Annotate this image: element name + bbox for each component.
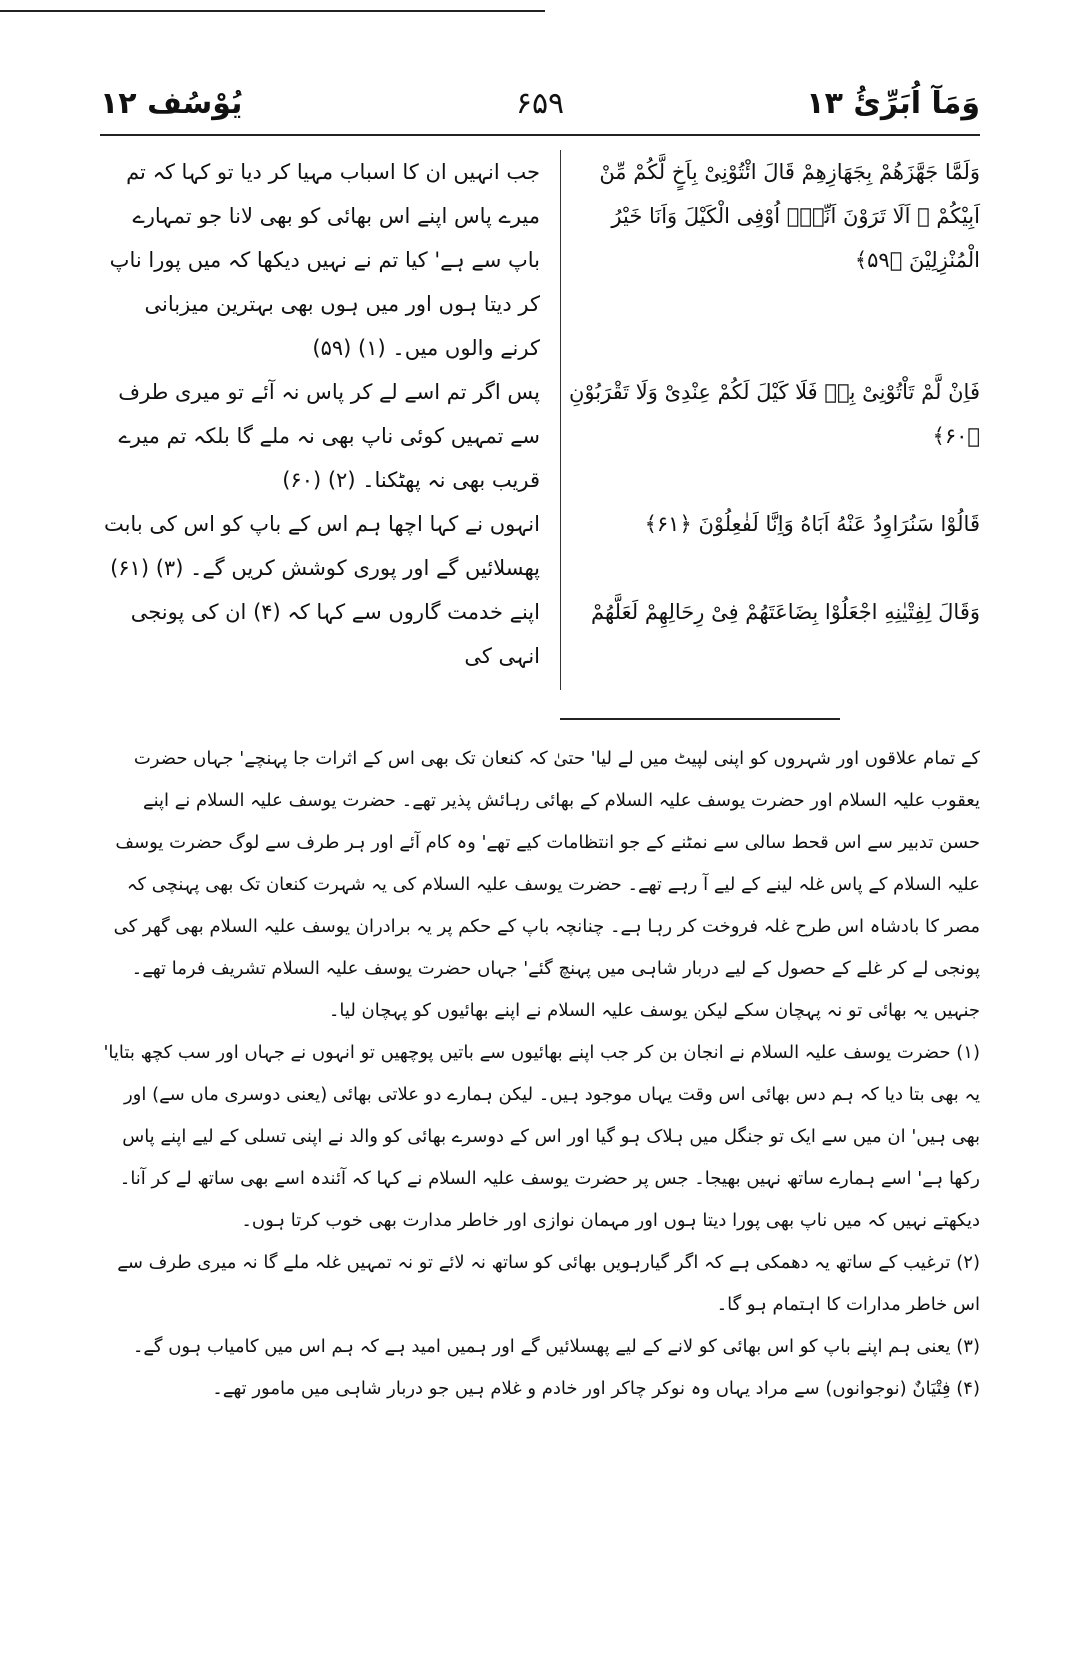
verse-60: فَاِنْ لَّمْ تَاْتُوْنِیْ بِهٖ فَلَا كَیْلَ لَكُمْ عِنْدِیْ وَلَا تَقْرَبُوْنِ ﴿۶۰﴾ (568, 380, 980, 448)
verse-61: قَالُوْا سَنُرَاوِدُ عَنْهُ اَبَاهُ وَاِنَّا لَفٰعِلُوْنَ ﴿۶۱﴾ (644, 512, 980, 536)
top-rule (0, 10, 545, 12)
translation-59: جب انہیں ان کا اسباب مہیا کر دیا تو کہا کہ تم میرے پاس اپنے اس بھائی کو بھی لانا جو تمہارے باپ سے ہے' کیا تم نے نہیں دیکھا کہ میں پورا ناپ کر دیتا ہوں اور میں ہوں بھی بہترین میزبانی کرنے والوں میں۔ (۱) (۵۹) (109, 160, 540, 360)
urdu-translation-column (100, 150, 540, 690)
footnote-2: (۲) ترغیب کے ساتھ یہ دھمکی ہے کہ اگر گیارہویں بھائی کو ساتھ نہ لائے تو نہ تمہیں غلہ ملے گا نہ میری طرف سے اس خاطر مدارات کا اہتمام ہو گا۔ (117, 1252, 980, 1315)
arabic-verse-column (568, 150, 980, 690)
footnote-4: (۴) فِتْیَانٌ (نوجوانوں) سے مراد یہاں وہ نوکر چاکر اور خادم و غلام ہیں جو دربار شاہی میں مامور تھے۔ (212, 1378, 980, 1399)
verse-59: وَلَمَّا جَهَّزَهُمْ بِجَهَازِهِمْ قَالَ ائْتُوْنِیْ بِاَخٍ لَّكُمْ مِّنْ اَبِیْكُمْ ۚ اَلَا تَرَوْنَ اَنِّیْۤ اُوْفِی الْكَیْلَ وَاَنَا خَیْرُ الْمُنْزِلِیْنَ ﴿۵۹﴾ (599, 160, 980, 272)
column-divider (560, 150, 561, 690)
surah-title: یُوْسُف ۱۲ (100, 86, 243, 121)
translation-61: انہوں نے کہا اچھا ہم اس کے باپ کو اس کی بابت پھسلائیں گے اور پوری کوشش کریں گے۔ (۳) (۶۱) (103, 512, 540, 580)
footnote-3: (۳) یعنی ہم اپنے باپ کو اس بھائی کو لانے کے لیے پھسلائیں گے اور ہمیں امید ہے کہ ہم اس میں کامیاب ہوں گے۔ (132, 1336, 980, 1357)
verse-62: وَقَالَ لِفِتْیٰنِهِ اجْعَلُوْا بِضَاعَتَهُمْ فِیْ رِحَالِهِمْ لَعَلَّهُمْ (591, 600, 980, 624)
header-rule (100, 134, 980, 136)
translation-62: اپنے خدمت گاروں سے کہا کہ (۴) ان کی پونجی انہی کی (130, 600, 540, 668)
translation-60: پس اگر تم اسے لے کر پاس نہ آئے تو میری طرف سے تمہیں کوئی ناپ بھی نہ ملے گا بلکہ تم میرے قریب بھی نہ پھٹکنا۔ (۲) (۶۰) (118, 380, 540, 492)
footnote-continued: کے تمام علاقوں اور شہروں کو اپنی لپیٹ میں لے لیا' حتیٰ کہ کنعان تک بھی اس کے اثرات جا پہنچے' جہاں حضرت یعقوب علیہ السلام اور حضرت یوسف علیہ السلام کے بھائی رہائش پذیر تھے۔ حضرت یوسف علیہ السلام نے اپنے حسن تدبیر سے اس قحط سالی سے نمٹنے کے جو انتظامات کیے تھے' وہ کام آئے اور ہر طرف سے لوگ حضرت یوسف علیہ السلام کے پاس غلہ لینے کے لیے آ رہے تھے۔ حضرت یوسف علیہ السلام کی یہ شہرت کنعان تک بھی پہنچی کہ مصر کا بادشاہ اس طرح غلہ فروخت کر رہا ہے۔ چنانچہ باپ کے حکم پر یہ برادران یوسف علیہ السلام بھی گھر کی پونجی لے کر غلے کے حصول کے لیے دربار شاہی میں پہنچ گئے' جہاں حضرت یوسف علیہ السلام تشریف فرما تھے۔ جنہیں یہ بھائی تو نہ پہچان سکے لیکن یوسف علیہ السلام نے اپنے بھائیوں کو پہچان لیا۔ (113, 748, 980, 1021)
footnote-1: (۱) حضرت یوسف علیہ السلام نے انجان بن کر جب اپنے بھائیوں سے باتیں پوچھیں تو انہوں نے جہاں اور سب کچھ بتایا' یہ بھی بتا دیا کہ ہم دس بھائی اس وقت یہاں موجود ہیں۔ لیکن ہمارے دو علاتی بھائی (یعنی دوسری ماں سے) اور بھی ہیں' ان میں سے ایک تو جنگل میں ہلاک ہو گیا اور اس کے دوسرے بھائی کو والد نے اپنی تسلی کے لیے اپنے پاس رکھا ہے' اسے ہمارے ساتھ نہیں بھیجا۔ جس پر حضرت یوسف علیہ السلام نے کہا کہ آئندہ اسے بھی ساتھ لے کر آنا۔ دیکھتے نہیں کہ میں ناپ بھی پورا دیتا ہوں اور مہمان نوازی اور خاطر مدارت بھی خوب کرتا ہوں۔ (103, 1042, 980, 1231)
footnote-rule (560, 718, 840, 720)
page-header (100, 80, 980, 128)
juz-title: وَمَآ اُبَرِّئُ ۱۳ (806, 86, 980, 121)
footnotes (100, 738, 980, 1410)
page-number: ۶۵۹ (515, 86, 565, 121)
